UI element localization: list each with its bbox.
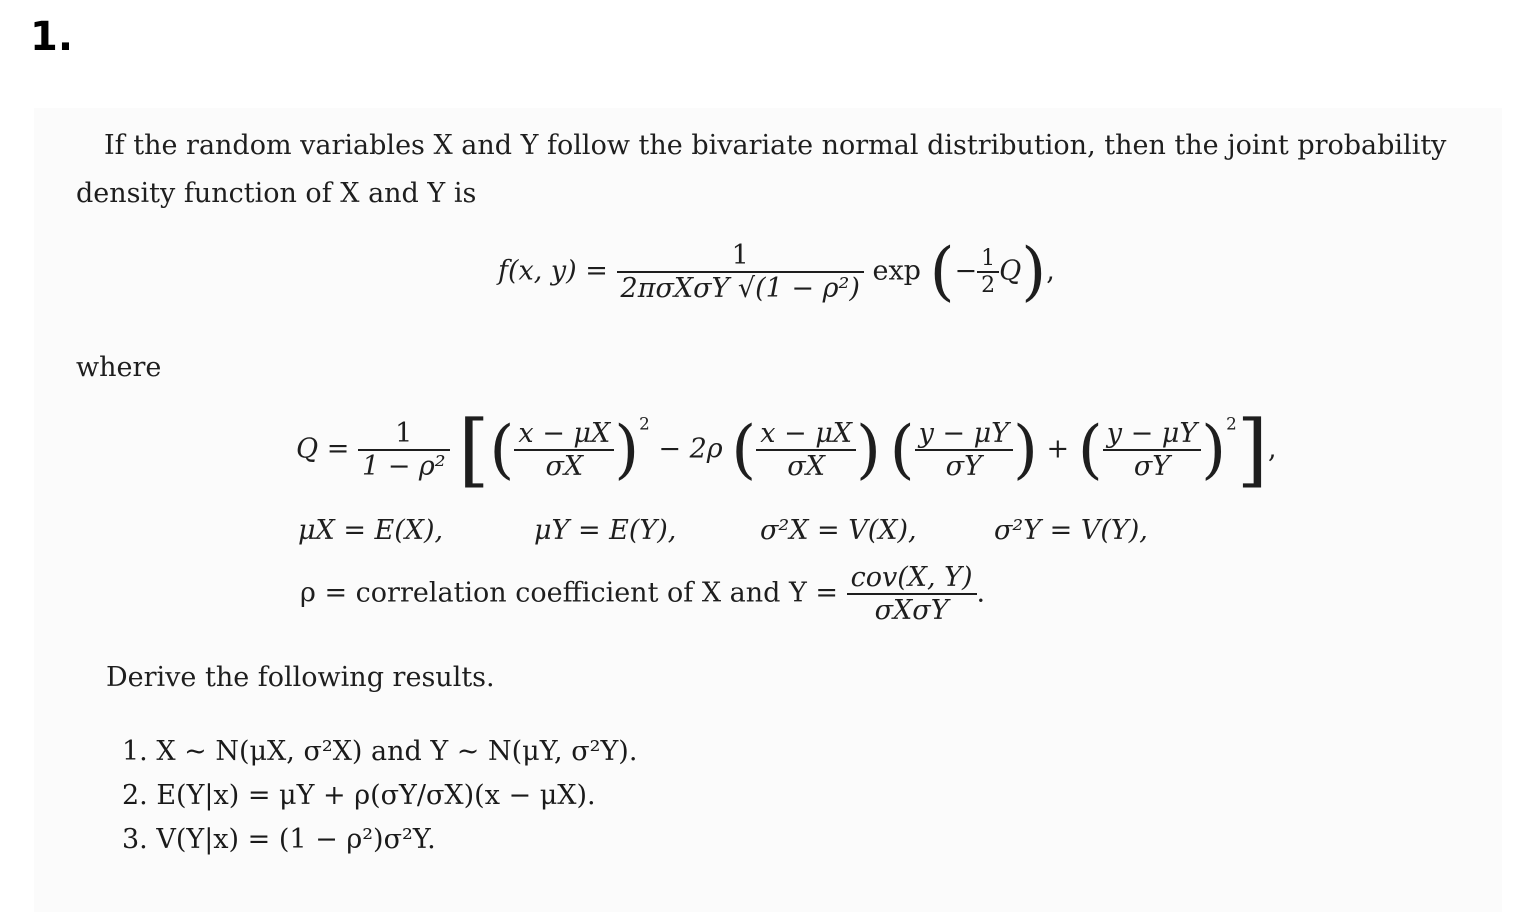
half-fraction [977, 246, 999, 299]
exp-word: exp [872, 255, 921, 287]
exp-sign: − [954, 255, 978, 287]
q-term-y-1-num: y − μY [915, 418, 1013, 451]
result-item: 1. X ~ N(μX, σ²X) and Y ~ N(μY, σ²Y). [122, 736, 638, 767]
q-paren-1-close: ) [614, 413, 640, 487]
q-term-x-2-den: σX [787, 451, 825, 482]
q-lhs: Q = [296, 433, 350, 465]
var-x-def: σ²X = V(X), [760, 515, 917, 546]
q-paren-2-close: ) [856, 413, 881, 487]
q-term-y-2-den: σY [1133, 451, 1171, 482]
q-paren-2-open: ( [731, 413, 757, 487]
exp-open-paren: ( [929, 235, 955, 310]
pdf-numerator: 1 [617, 240, 864, 273]
q-paren-4-open: ( [1077, 413, 1103, 487]
derive-label: Derive the following results. [106, 662, 495, 693]
q-exp-1: 2 [639, 413, 650, 434]
q-exp-2: 2 [1226, 413, 1237, 434]
q-term-y-2-num: y − μY [1103, 418, 1201, 451]
pdf-trail: , [1046, 255, 1055, 287]
pdf-lhs: f(x, y) = [498, 255, 608, 287]
q-paren-1-open: ( [489, 413, 515, 487]
rho-text: ρ = correlation coefficient of X and Y = [300, 577, 839, 609]
q-open-bracket: [ [458, 403, 490, 496]
half-den: 2 [981, 273, 996, 299]
q-term-x-1 [514, 418, 614, 482]
q-term-y-2 [1103, 418, 1201, 482]
pdf-denominator: 2πσXσY √(1 − ρ²) [620, 273, 860, 305]
var-y-def: σ²Y = V(Y), [994, 515, 1148, 546]
q-paren-3-close: ) [1012, 413, 1038, 487]
q-paren-3-open: ( [889, 413, 915, 487]
exp-q: Q [999, 255, 1022, 287]
q-term-y-1 [915, 418, 1013, 482]
q-term-x-1-num: x − μX [514, 418, 614, 451]
q-term-x-2 [756, 418, 856, 482]
problem-number: 1. [30, 14, 74, 60]
rho-num: cov(X, Y) [847, 562, 977, 595]
q-coef-num: 1 [358, 418, 450, 451]
rho-definition [300, 562, 985, 626]
mu-x-def: μX = E(X), [298, 515, 444, 546]
q-trail: , [1268, 433, 1277, 465]
pdf-fraction [617, 240, 864, 304]
rho-den: σXσY [874, 595, 949, 627]
q-term-x-1-den: σX [545, 451, 584, 482]
mu-y-def: μY = E(Y), [534, 515, 677, 546]
intro-line-1: If the random variables X and Y follow the bivariate normal distribution, then the joint probability [104, 130, 1447, 161]
rho-trail: . [976, 577, 986, 609]
q-plus: + [1046, 433, 1070, 465]
q-term-y-1-den: σY [945, 451, 982, 482]
where-label: where [76, 352, 162, 383]
q-coef-den: 1 − ρ² [361, 451, 446, 482]
joint-pdf-formula [498, 235, 1055, 310]
q-coef [358, 418, 450, 482]
result-item: 2. E(Y|x) = μY + ρ(σY/σX)(x − μX). [122, 780, 596, 811]
result-item: 3. V(Y|x) = (1 − ρ²)σ²Y. [122, 824, 436, 855]
exp-close-paren: ) [1021, 235, 1047, 310]
q-term-x-2-num: x − μX [756, 418, 856, 451]
q-paren-4-close: ) [1201, 413, 1227, 487]
results-list [122, 730, 637, 862]
half-num: 1 [977, 246, 999, 273]
q-minus-two-rho: − 2ρ [658, 433, 723, 465]
q-definition [296, 403, 1277, 496]
rho-fraction [847, 562, 977, 626]
q-close-bracket: ] [1236, 403, 1268, 496]
intro-line-2: density function of X and Y is [76, 178, 477, 209]
